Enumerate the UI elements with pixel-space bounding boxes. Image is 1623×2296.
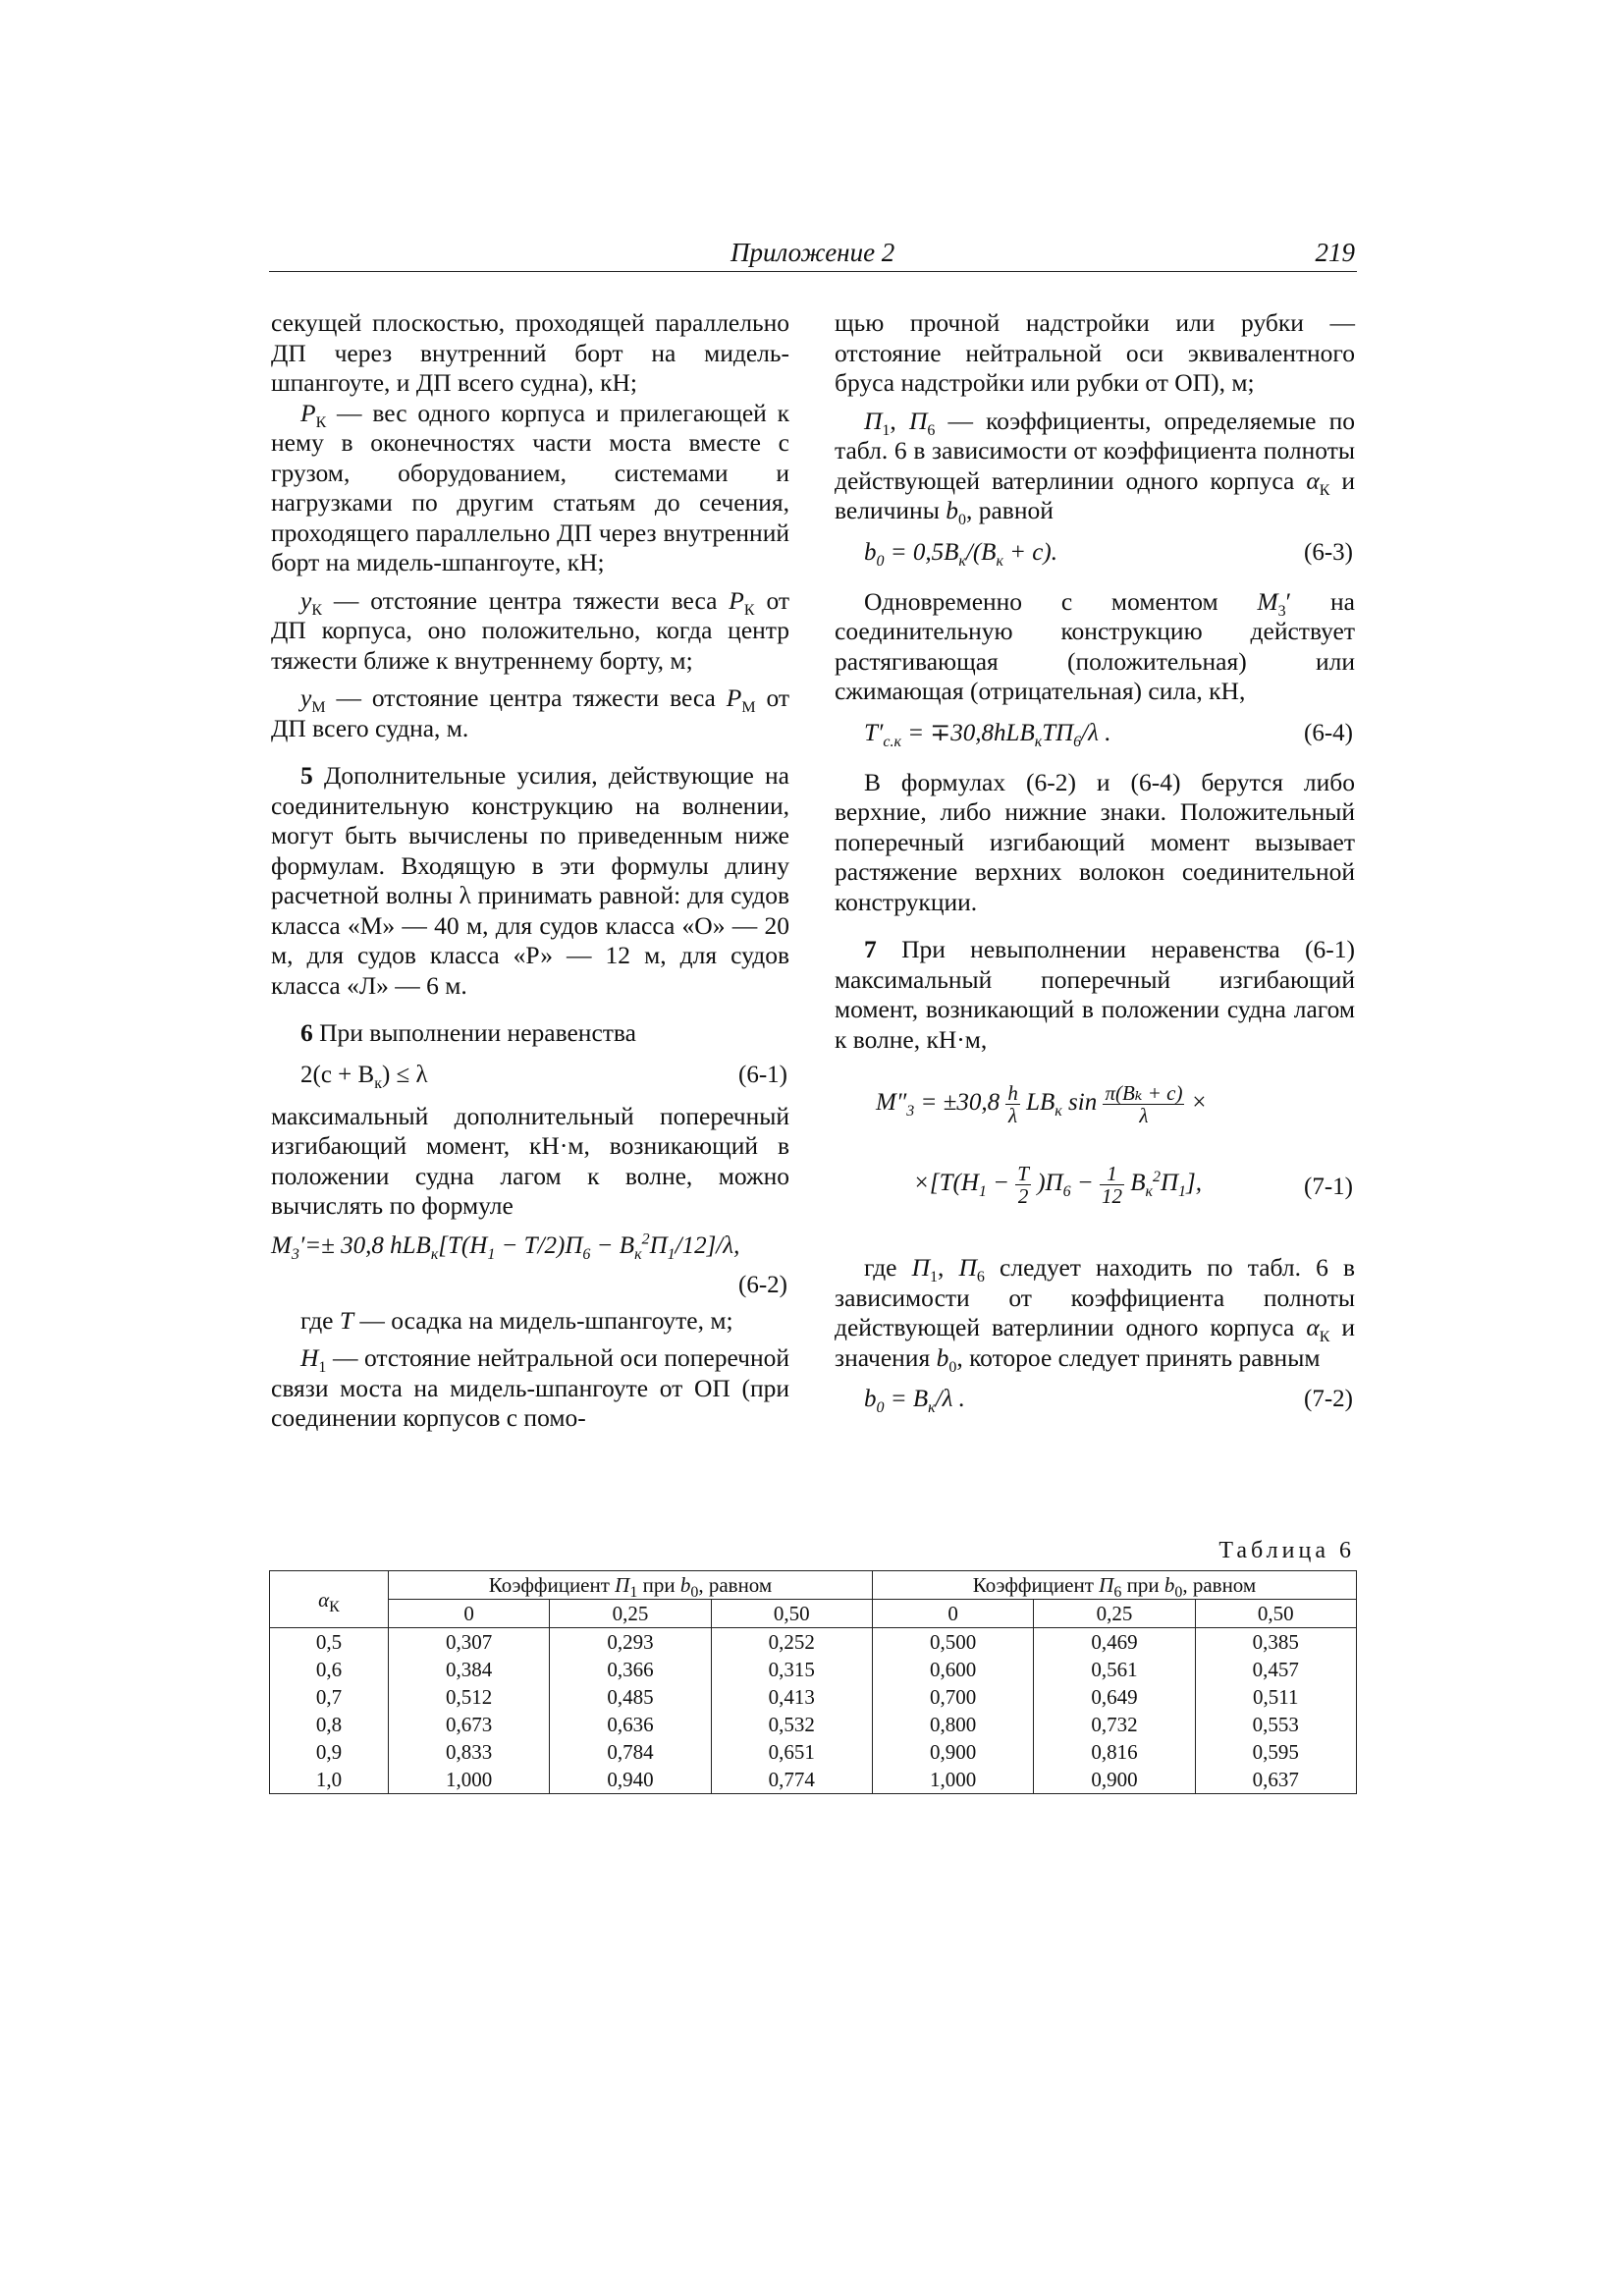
table-subheader: 0,50 bbox=[1195, 1600, 1356, 1628]
table-subheader: 0,25 bbox=[1034, 1600, 1195, 1628]
paragraph-simultaneous: Одновременно с моментом $M_3'$ на соединительную конструкцию действует растягивающая (положительная) или сжимающая (отрицательная) сила, кН, bbox=[835, 586, 1355, 705]
table-cell: 0,595 bbox=[1195, 1738, 1356, 1766]
equation-6-4: $T'_{с.к} = \mp 30,8hLB_кTП_6/\lambda$ . (6-4) bbox=[864, 719, 1353, 750]
paragraph-where: где $П_1$, $П_6$ следует находить по табл. 6 в зависимости от коэффициента полноты действующей ватерлинии одного корпуса $\alpha_К$ и значения $b_0$, которое следует принять равным bbox=[835, 1253, 1355, 1376]
table-row bbox=[270, 1656, 1357, 1683]
equation-number: (6-2) bbox=[738, 1271, 787, 1298]
table-row bbox=[270, 1683, 1357, 1711]
equation-number: (6-4) bbox=[1304, 719, 1353, 746]
table-cell: 0,784 bbox=[550, 1738, 711, 1766]
table-cell: 1,000 bbox=[872, 1766, 1033, 1794]
table-cell: 0,384 bbox=[389, 1656, 550, 1683]
table-cell: 0,500 bbox=[872, 1628, 1033, 1657]
table-cell: 0,600 bbox=[872, 1656, 1033, 1683]
table-cell: 0,307 bbox=[389, 1628, 550, 1657]
left-column bbox=[271, 308, 789, 1434]
page-number: 219 bbox=[1315, 238, 1355, 267]
table-cell: 0,315 bbox=[711, 1656, 872, 1683]
definition-p1-p6: $П_1$, $П_6$ — коэффициенты, определяемые по табл. 6 в зависимости от коэффициента полноты действующей ватерлинии одного корпуса $\alpha_К$ и величины $b_0$, равной bbox=[835, 406, 1355, 529]
table-cell: 0,649 bbox=[1034, 1683, 1195, 1711]
table-cell: 0,732 bbox=[1034, 1711, 1195, 1738]
table-cell: 0,457 bbox=[1195, 1656, 1356, 1683]
running-head-title: Приложение 2 bbox=[730, 238, 895, 267]
table-caption: Таблица 6 bbox=[1218, 1538, 1355, 1563]
definition-yk: $y_К$ — отстояние центра тяжести веса $P_К$ от ДП корпуса, оно положительно, когда центр тяжести ближе к внутреннему борту, м; bbox=[271, 585, 790, 675]
table-cell: 1,000 bbox=[389, 1766, 550, 1794]
table-cell: 0,636 bbox=[550, 1711, 711, 1738]
table-cell: 0,511 bbox=[1195, 1683, 1356, 1711]
table-subheader: 0,25 bbox=[550, 1600, 711, 1628]
table-cell: 0,553 bbox=[1195, 1711, 1356, 1738]
table-cell: 0,385 bbox=[1195, 1628, 1356, 1657]
table-cell-alpha: 0,7 bbox=[270, 1683, 389, 1711]
table-cell: 0,252 bbox=[711, 1628, 872, 1657]
table-cell: 0,900 bbox=[1034, 1766, 1195, 1794]
paragraph: щью прочной надстройки или рубки — отстояние нейтральной оси эквивалентного бруса надстройки или рубки от ОП), м; bbox=[835, 308, 1355, 397]
table-row bbox=[270, 1738, 1357, 1766]
equation-number: (6-1) bbox=[738, 1061, 787, 1088]
equation-7-2: $b_0 = B_к/\lambda$ . (7-2) bbox=[864, 1386, 1353, 1416]
table-cell: 0,800 bbox=[872, 1711, 1033, 1738]
table-cell-alpha: 0,9 bbox=[270, 1738, 389, 1766]
table-cell: 0,700 bbox=[872, 1683, 1033, 1711]
running-head bbox=[269, 238, 1357, 272]
table-cell-alpha: 1,0 bbox=[270, 1766, 389, 1794]
table-cell: 0,413 bbox=[711, 1683, 872, 1711]
table-cell: 0,940 bbox=[550, 1766, 711, 1794]
paragraph-formulas: В формулах (6-2) и (6-4) берутся либо верхние, либо нижние знаки. Положительный поперечный изгибающий момент вызывает растяжение верхних волокон соединительной конструкции. bbox=[835, 767, 1355, 916]
table-6 bbox=[269, 1570, 1357, 1794]
definition-ym: $y_М$ — отстояние центра тяжести веса $P_М$ от ДП всего судна, м. bbox=[271, 683, 789, 742]
table-cell: 0,900 bbox=[872, 1738, 1033, 1766]
table-subheader: 0 bbox=[389, 1600, 550, 1628]
table-cell: 0,816 bbox=[1034, 1738, 1195, 1766]
section-5: 5 Дополнительные усилия, действующие на соединительную конструкцию на волнении, могут быть вычислены по приведенным ниже формулам. Входящую в эти формулы длину расчетной волны λ принимать равной: для судов класса «М» — 40 м, для судов класса «О» — 20 м, для судов класса «Р» — 12 м, для судов класса «Л» — 6 м. bbox=[271, 761, 789, 1000]
right-column bbox=[835, 308, 1355, 1426]
table-row bbox=[270, 1628, 1357, 1657]
table-row bbox=[270, 1766, 1357, 1794]
equation-number: (7-1) bbox=[1304, 1174, 1353, 1200]
table-cell: 0,293 bbox=[550, 1628, 711, 1657]
definition-t: где T — осадка на мидель-шпангоуте, м; bbox=[300, 1305, 733, 1335]
table-subheader: 0,50 bbox=[711, 1600, 872, 1628]
table-cell-alpha: 0,6 bbox=[270, 1656, 389, 1683]
paragraph: максимальный дополнительный поперечный изгибающий момент, кН·м, возникающий в положении судна лагом к волне, можно вычислять по формуле bbox=[271, 1101, 789, 1220]
table-cell: 0,651 bbox=[711, 1738, 872, 1766]
section-6: 6 При выполнении неравенства bbox=[300, 1018, 636, 1047]
table-cell: 0,512 bbox=[389, 1683, 550, 1711]
table-cell-alpha: 0,5 bbox=[270, 1628, 389, 1657]
table-cell: 0,833 bbox=[389, 1738, 550, 1766]
table-cell: 0,366 bbox=[550, 1656, 711, 1683]
equation-6-2: $M_3'=\pm 30,8$ $hLB_к[T(H_1 - T/2)П_6 - B_к^2П_1/12]/\lambda$, (6-2) bbox=[271, 1228, 789, 1302]
table-cell: 0,469 bbox=[1034, 1628, 1195, 1657]
equation-number: (7-2) bbox=[1304, 1386, 1353, 1412]
paragraph: секущей плоскостью, проходящей параллельно ДП через внутренний борт на мидель-шпангоуте, и ДП всего судна), кН; bbox=[271, 308, 789, 397]
table-cell: 0,774 bbox=[711, 1766, 872, 1794]
table-cell: 0,637 bbox=[1195, 1766, 1356, 1794]
table-cell: 0,561 bbox=[1034, 1656, 1195, 1683]
table-header-alpha: $\alpha_К$ bbox=[270, 1571, 389, 1628]
table-header-p1: Коэффициент $П_1$ при $b_0$, равном bbox=[389, 1571, 873, 1600]
definition-pk: $P_К$ — вес одного корпуса и прилегающей к нему в оконечностях части моста вместе с грузом, оборудованием, системами и нагрузками по другим статьям до сечения, проходящего параллельно ДП через внутренний борт на мидель-шпангоуте, кН; bbox=[271, 398, 789, 576]
table-cell: 0,485 bbox=[550, 1683, 711, 1711]
equation-6-1: $2(c + B_к) \le \lambda$ (6-1) bbox=[300, 1061, 787, 1092]
equation-number: (6-3) bbox=[1304, 538, 1353, 566]
table-header-p6: Коэффициент $П_6$ при $b_0$, равном bbox=[872, 1571, 1356, 1600]
table-cell-alpha: 0,8 bbox=[270, 1711, 389, 1738]
table-row bbox=[270, 1711, 1357, 1738]
table-subheader: 0 bbox=[872, 1600, 1033, 1628]
definition-h1: $H_1$ — отстояние нейтральной оси поперечной связи моста на мидель-шпангоуте от ОП (при соединении корпусов с помо- bbox=[271, 1343, 789, 1432]
table-cell: 0,532 bbox=[711, 1711, 872, 1738]
section-7: 7 При невыполнении неравенства (6-1) максимальный поперечный изгибающий момент, возникающий в положении судна лагом к волне, кН·м, bbox=[835, 935, 1355, 1054]
equation-6-3: $b_0 = 0,5B_к/(B_к + c)$. (6-3) bbox=[864, 538, 1353, 570]
equation-7-1: $M''_3 = \pm 30,8$ $\frac{h}{\lambda}$ $LB_к$ sin $\frac{\text{π(Bₖ + c)}}{\lambda}$ × $\times[T(H_1$ − $\frac{T}{2}$ )$П_6$ − $\frac{1}{12}$ $B_к^2П_1$], (7-1) bbox=[876, 1081, 1353, 1208]
table-cell: 0,673 bbox=[389, 1711, 550, 1738]
